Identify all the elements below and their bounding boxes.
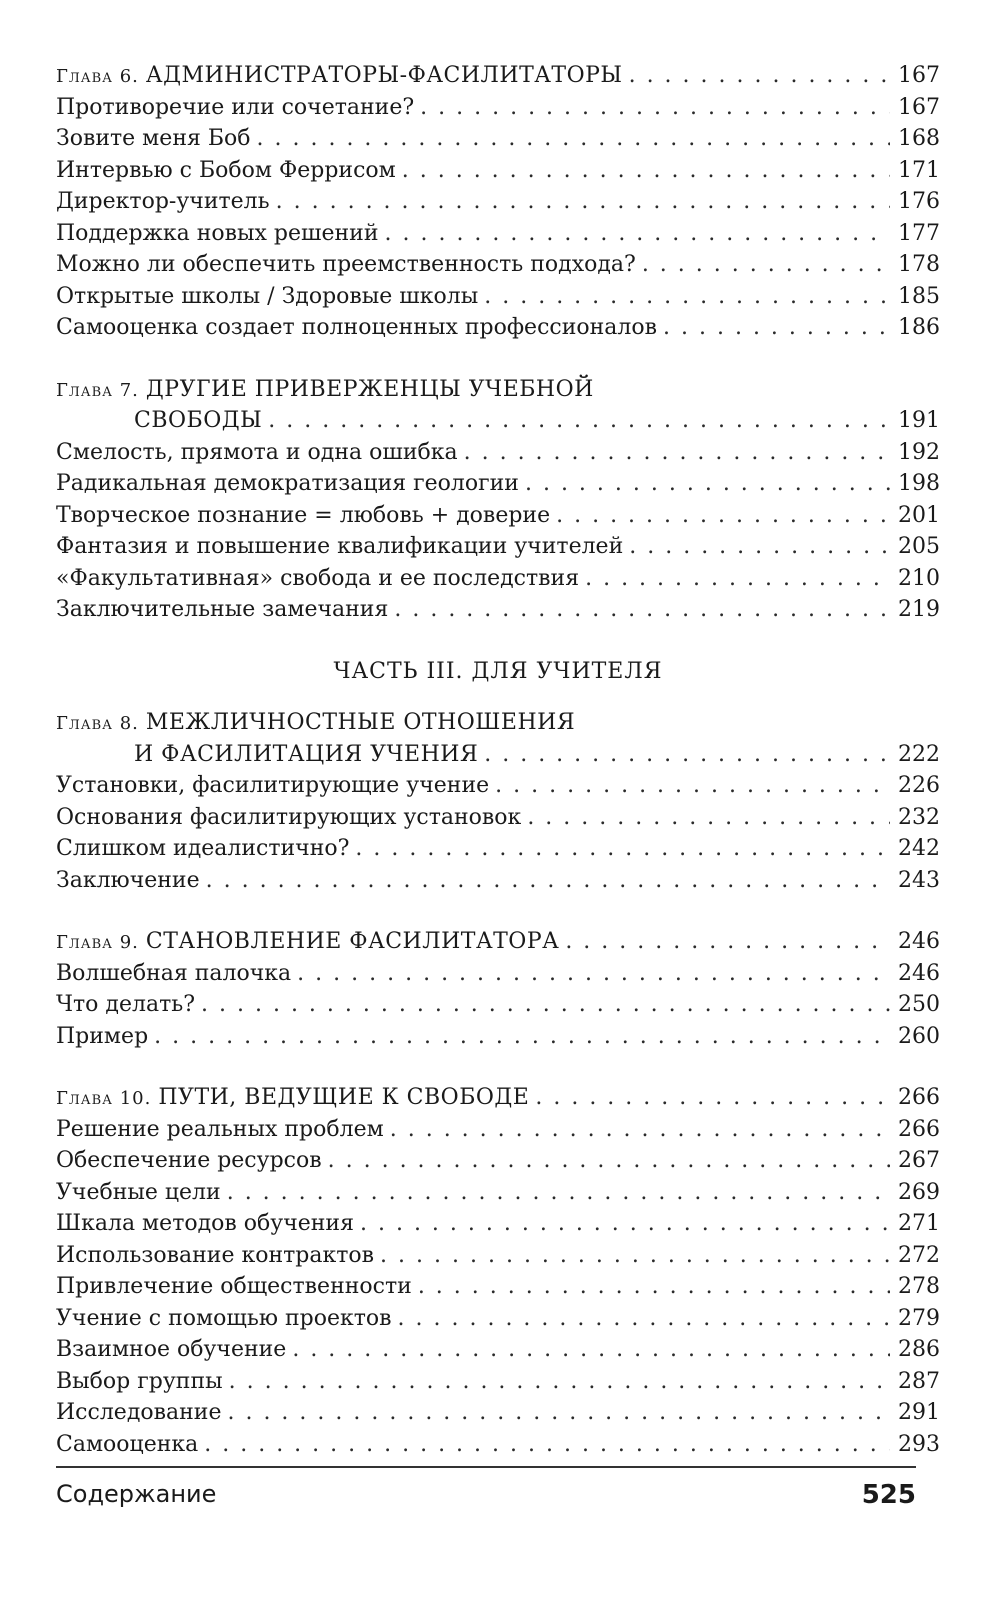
page-number: 293 — [898, 1431, 940, 1457]
chapter-title-line-2: И ФАСИЛИТАЦИЯ УЧЕНИЯ — [134, 741, 479, 767]
dot-leader — [390, 1114, 890, 1146]
chapter-title: ДРУГИЕ ПРИВЕРЖЕНЦЫ УЧЕБНОЙ — [145, 376, 594, 402]
entry-title: «Факультативная» свобода и ее последствия — [56, 565, 580, 591]
dot-leader — [484, 739, 890, 771]
footer-section-label: Содержание — [56, 1480, 217, 1508]
dot-leader — [629, 531, 890, 563]
dot-leader — [206, 865, 890, 897]
page-number: 232 — [898, 804, 940, 830]
chapter-prefix: Глава 6. — [56, 66, 139, 87]
dot-leader — [484, 281, 890, 313]
page-number: 266 — [898, 1085, 940, 1110]
dot-leader — [464, 437, 890, 469]
dot-leader — [328, 1145, 890, 1177]
dot-leader — [565, 926, 890, 958]
part-title: ЧАСТЬ III. ДЛЯ УЧИТЕЛЯ — [333, 658, 663, 684]
toc-entry — [56, 1429, 940, 1461]
dot-leader — [394, 594, 890, 626]
dot-leader — [292, 1334, 890, 1366]
dot-leader — [229, 1366, 890, 1398]
page-number: 201 — [898, 502, 940, 528]
page-number: 226 — [898, 773, 940, 798]
entry-title: Основания фасилитирующих установок — [56, 804, 522, 830]
entry-title: Смелость, прямота и одна ошибка — [56, 439, 458, 465]
page-number: 167 — [898, 94, 940, 120]
page-number: 271 — [898, 1211, 940, 1236]
toc-entry — [56, 155, 940, 187]
toc-entry — [56, 1334, 940, 1366]
page-number: 269 — [898, 1179, 940, 1205]
page-number: 250 — [898, 992, 940, 1017]
chapter-8 — [56, 707, 940, 896]
entry-title: Можно ли обеспечить преемственность подхода? — [56, 252, 636, 277]
dot-leader — [360, 1208, 890, 1240]
toc-entry — [56, 123, 940, 155]
entry-title: Установки, фасилитирующие учение — [56, 773, 490, 798]
chapter-heading-continued — [56, 739, 940, 771]
dot-leader — [385, 218, 891, 250]
dot-leader — [420, 92, 890, 124]
entry-title: Открытые школы / Здоровые школы — [56, 283, 479, 309]
toc-entry — [56, 468, 940, 500]
dot-leader — [268, 405, 890, 437]
table-of-contents — [56, 60, 940, 1490]
page-number: 167 — [898, 63, 940, 88]
dot-leader — [355, 833, 890, 865]
page-number: 168 — [898, 126, 940, 151]
dot-leader — [418, 1271, 890, 1303]
dot-leader — [154, 1021, 890, 1053]
entry-title: Шкала методов обучения — [56, 1211, 354, 1236]
dot-leader — [398, 1303, 890, 1335]
entry-title: Заключительные замечания — [56, 597, 389, 622]
entry-title: Обеспечение ресурсов — [56, 1148, 322, 1173]
dot-leader — [527, 802, 890, 834]
chapter-heading-continued — [56, 405, 940, 437]
page-number: 267 — [898, 1148, 940, 1173]
toc-entry — [56, 218, 940, 250]
dot-leader — [297, 958, 890, 990]
dot-leader — [585, 563, 890, 595]
entry-title: Учебные цели — [56, 1179, 221, 1205]
toc-entry — [56, 770, 940, 802]
toc-entry — [56, 312, 940, 344]
entry-title: Зовите меня Боб — [56, 126, 251, 151]
page-footer — [56, 1466, 916, 1510]
page-number: 191 — [898, 408, 940, 433]
entry-title: Использование контрактов — [56, 1242, 375, 1268]
page-number: 210 — [898, 565, 940, 591]
toc-entry — [56, 249, 940, 281]
entry-title: Директор-учитель — [56, 189, 270, 214]
chapter-title: СТАНОВЛЕНИЕ ФАСИЛИТАТОРА — [145, 929, 560, 954]
footer-page-number: 525 — [861, 1480, 916, 1510]
dot-leader — [642, 249, 890, 281]
chapter-7 — [56, 374, 940, 626]
chapter-title: МЕЖЛИЧНОСТНЫЕ ОТНОШЕНИЯ — [145, 710, 576, 735]
page-number: 205 — [898, 534, 940, 559]
toc-entry — [56, 1177, 940, 1209]
dot-leader — [629, 60, 890, 92]
chapter-title: ПУТИ, ВЕДУЩИЕ К СВОБОДЕ — [158, 1085, 530, 1110]
chapter-heading — [56, 926, 940, 958]
entry-title: Привлечение общественности — [56, 1274, 412, 1299]
entry-title: Радикальная демократизация геологии — [56, 471, 519, 496]
page-number: 242 — [898, 836, 940, 861]
toc-entry — [56, 1240, 940, 1272]
toc-entry — [56, 500, 940, 532]
page-number: 266 — [898, 1116, 940, 1142]
toc-entry — [56, 1271, 940, 1303]
toc-entry — [56, 1145, 940, 1177]
dot-leader — [556, 500, 890, 532]
page-number: 243 — [898, 867, 940, 893]
toc-entry — [56, 1397, 940, 1429]
entry-title: Самооценка — [56, 1431, 199, 1457]
entry-title: Исследование — [56, 1400, 222, 1425]
page-number: 260 — [898, 1023, 940, 1049]
page-number: 176 — [898, 189, 940, 214]
page-number: 272 — [898, 1242, 940, 1268]
toc-entry — [56, 1114, 940, 1146]
entry-title: Выбор группы — [56, 1368, 223, 1394]
toc-entry — [56, 186, 940, 218]
page-number: 279 — [898, 1305, 940, 1331]
toc-entry — [56, 531, 940, 563]
chapter-prefix: Глава 8. — [56, 713, 139, 734]
chapter-9 — [56, 926, 940, 1052]
page-number: 198 — [898, 471, 940, 496]
page-number: 278 — [898, 1274, 940, 1299]
page-number: 219 — [898, 597, 940, 622]
chapter-heading — [56, 1082, 940, 1114]
dot-leader — [402, 155, 890, 187]
entry-title: Творческое познание = любовь + доверие — [56, 502, 551, 528]
page-number: 178 — [898, 252, 940, 277]
entry-title: Взаимное обучение — [56, 1337, 287, 1362]
chapter-10 — [56, 1082, 940, 1460]
chapter-heading — [56, 374, 940, 406]
page-number: 222 — [898, 741, 940, 767]
page-number: 246 — [898, 929, 940, 954]
chapter-heading — [56, 60, 940, 92]
dot-leader — [257, 123, 890, 155]
toc-entry — [56, 281, 940, 313]
page-number: 186 — [898, 315, 940, 340]
toc-entry — [56, 594, 940, 626]
dot-leader — [276, 186, 890, 218]
chapter-title: АДМИНИСТРАТОРЫ-ФАСИЛИТАТОРЫ — [145, 63, 623, 88]
dot-leader — [495, 770, 890, 802]
dot-leader — [380, 1240, 890, 1272]
toc-entry — [56, 1366, 940, 1398]
toc-entry — [56, 958, 940, 990]
dot-leader — [204, 1429, 890, 1461]
entry-title: Слишком идеалистично? — [56, 836, 350, 861]
chapter-prefix: Глава 10. — [56, 1088, 152, 1109]
page-number: 171 — [898, 157, 940, 183]
entry-title: Волшебная палочка — [56, 960, 292, 986]
chapter-heading — [56, 707, 940, 739]
toc-entry — [56, 802, 940, 834]
entry-title: Учение с помощью проектов — [56, 1305, 392, 1331]
entry-title: Интервью с Бобом Феррисом — [56, 157, 396, 183]
toc-entry — [56, 1303, 940, 1335]
page-number: 246 — [898, 960, 940, 986]
entry-title: Заключение — [56, 867, 200, 893]
toc-entry — [56, 437, 940, 469]
chapter-title-line-2: СВОБОДЫ — [134, 408, 263, 433]
dot-leader — [227, 1177, 890, 1209]
dot-leader — [535, 1082, 890, 1114]
toc-entry — [56, 989, 940, 1021]
entry-title: Поддержка новых решений — [56, 220, 379, 246]
entry-title: Решение реальных проблем — [56, 1116, 384, 1142]
page-number: 291 — [898, 1400, 940, 1425]
toc-entry — [56, 865, 940, 897]
entry-title: Самооценка создает полноценных профессионалов — [56, 315, 658, 340]
page-number: 192 — [898, 439, 940, 465]
entry-title: Фантазия и повышение квалификации учителей — [56, 534, 624, 559]
page-number: 185 — [898, 283, 940, 309]
dot-leader — [525, 468, 890, 500]
chapter-6 — [56, 60, 940, 344]
toc-entry — [56, 833, 940, 865]
chapter-prefix: Глава 9. — [56, 932, 139, 953]
entry-title: Что делать? — [56, 992, 196, 1017]
page-number: 287 — [898, 1368, 940, 1394]
entry-title: Пример — [56, 1023, 149, 1049]
page-number: 286 — [898, 1337, 940, 1362]
entry-title: Противоречие или сочетание? — [56, 94, 415, 120]
dot-leader — [227, 1397, 890, 1429]
page-number: 177 — [898, 220, 940, 246]
chapter-prefix: Глава 7. — [56, 379, 139, 401]
toc-entry — [56, 92, 940, 124]
toc-entry — [56, 1021, 940, 1053]
dot-leader — [663, 312, 890, 344]
toc-entry — [56, 1208, 940, 1240]
toc-entry — [56, 563, 940, 595]
dot-leader — [201, 989, 890, 1021]
